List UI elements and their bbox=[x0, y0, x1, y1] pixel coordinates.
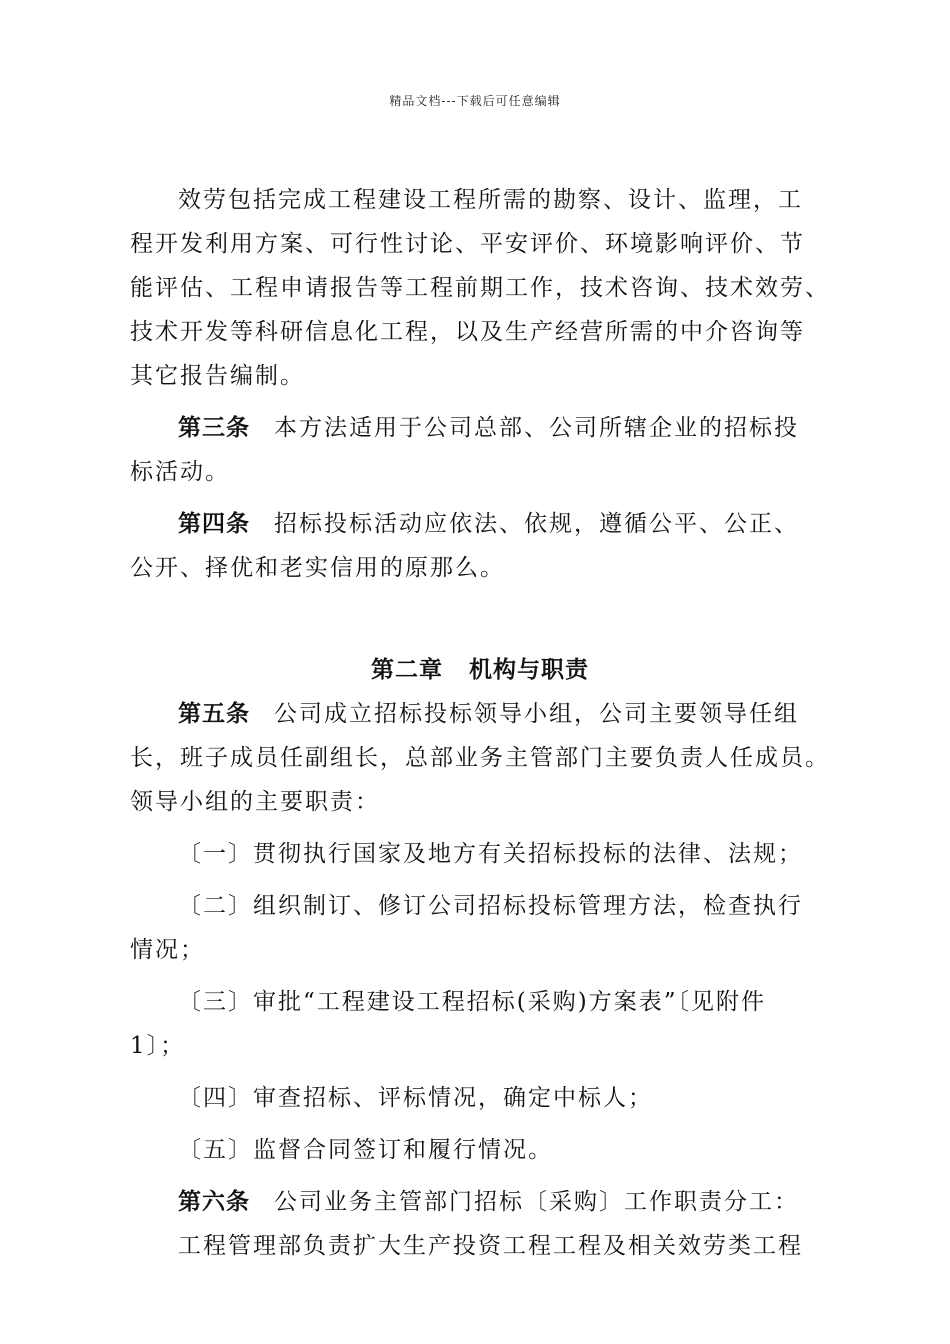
paragraph-line: 工程管理部负责扩大生产投资工程工程及相关效劳类工程 bbox=[178, 1233, 803, 1259]
list-item: 〔一〕贯彻执行国家及地方有关招标投标的法律、法规； bbox=[178, 841, 803, 867]
list-item: 〔三〕审批“工程建设工程招标(采购)方案表”〔见附件 bbox=[178, 989, 766, 1015]
article-4-label: 第四条 bbox=[178, 511, 250, 537]
article-4-line bbox=[130, 502, 830, 546]
paragraph-line: 效劳包括完成工程建设工程所需的勘察、设计、监理，工 bbox=[178, 187, 803, 213]
paragraph-line: 其它报告编制。 bbox=[130, 363, 305, 389]
article-5-text: 公司成立招标投标领导小组，公司主要领导任组 bbox=[274, 701, 799, 727]
article-3-label: 第三条 bbox=[178, 415, 250, 441]
paragraph-line: 长，班子成员任副组长，总部业务主管部门主要负责人任成员。 bbox=[130, 745, 830, 771]
article-5-label: 第五条 bbox=[178, 701, 250, 727]
document-body bbox=[130, 178, 830, 1268]
list-item: 〔五〕监督合同签订和履行情况。 bbox=[178, 1137, 553, 1163]
paragraph-line: 程开发利用方案、可行性讨论、平安评价、环境影响评价、节 bbox=[130, 231, 805, 257]
list-item-continuation: 情况； bbox=[130, 937, 205, 963]
paragraph-line: 能评估、工程申请报告等工程前期工作，技术咨询、技术效劳、 bbox=[130, 275, 830, 301]
article-5-line bbox=[130, 692, 830, 736]
chapter-title: 机构与职责 bbox=[469, 657, 589, 683]
list-item: 〔二〕组织制订、修订公司招标投标管理方法，检查执行 bbox=[178, 893, 803, 919]
article-3-line bbox=[130, 406, 830, 450]
paragraph-line: 技术开发等科研信息化工程，以及生产经营所需的中介咨询等 bbox=[130, 319, 805, 345]
list-item-continuation: 1〕； bbox=[130, 1033, 186, 1059]
chapter-number: 第二章 bbox=[371, 657, 443, 683]
page-header: 精品文档---下载后可任意编辑 bbox=[389, 94, 561, 108]
article-4-text: 招标投标活动应依法、依规，遵循公平、公正、 bbox=[274, 511, 799, 537]
article-3-text: 本方法适用于公司总部、公司所辖企业的招标投 bbox=[274, 415, 799, 441]
article-6-label: 第六条 bbox=[178, 1189, 250, 1215]
article-6-line bbox=[130, 1180, 830, 1224]
list-item: 〔四〕审查招标、评标情况，确定中标人； bbox=[178, 1085, 653, 1111]
paragraph-line: 公开、择优和老实信用的原那么。 bbox=[130, 555, 505, 581]
paragraph-line: 领导小组的主要职责： bbox=[130, 789, 380, 815]
paragraph-line: 标活动。 bbox=[130, 459, 230, 485]
article-6-text: 公司业务主管部门招标〔采购〕工作职责分工： bbox=[274, 1189, 799, 1215]
chapter-heading bbox=[130, 648, 830, 692]
